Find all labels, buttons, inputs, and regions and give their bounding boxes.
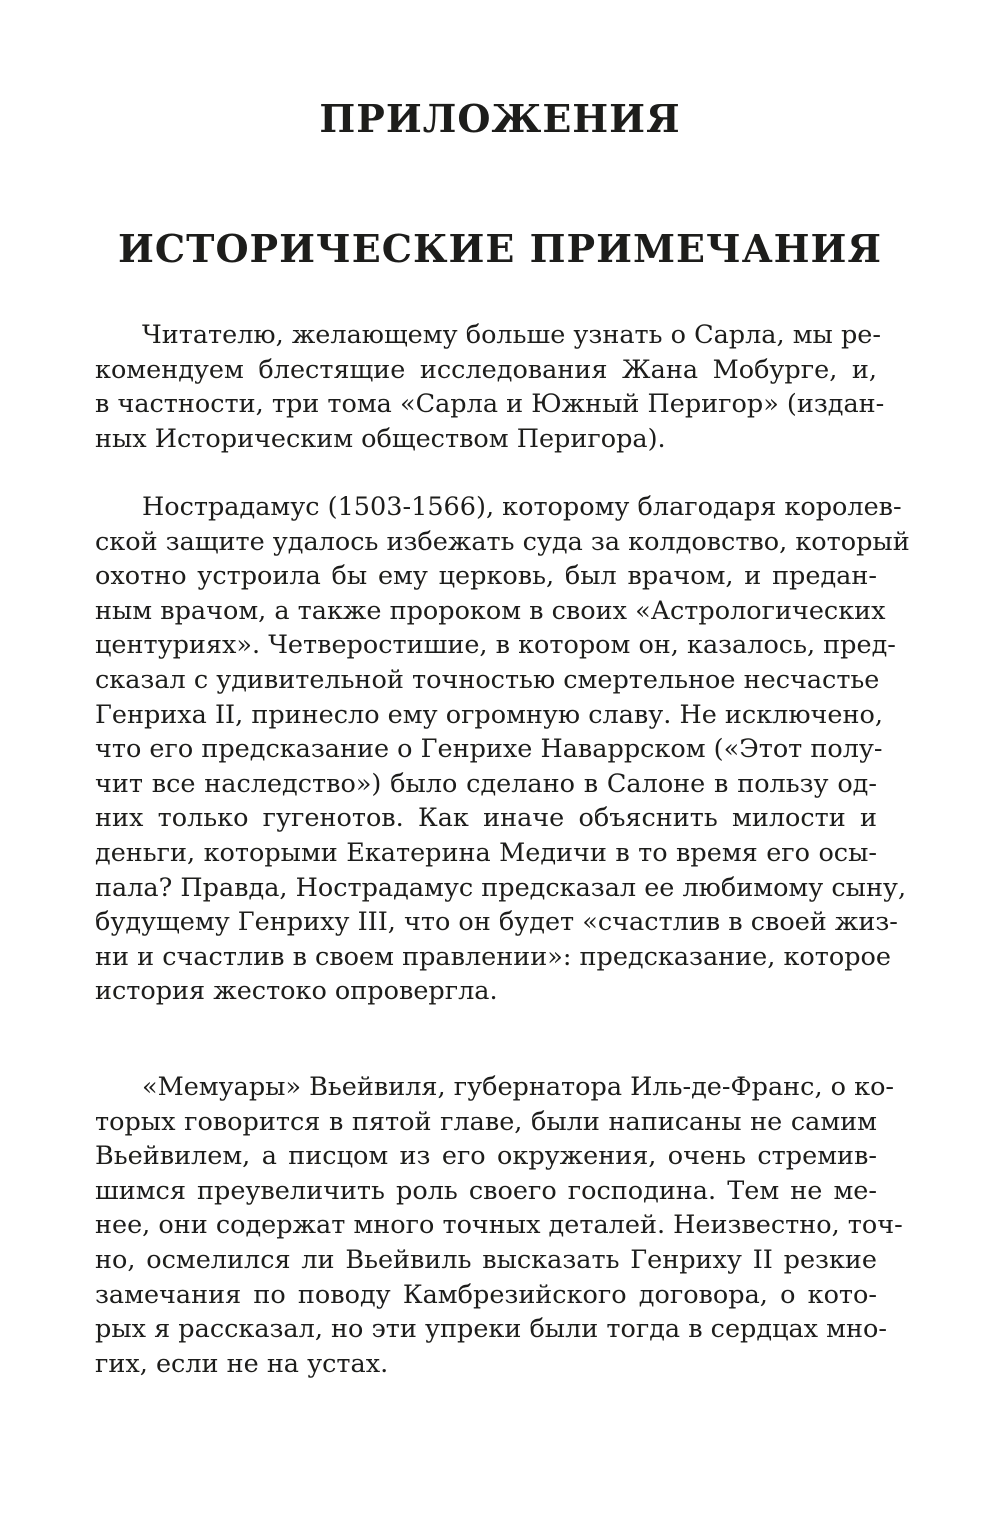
text-line: чит все наследство») было сделано в Салоне в пользу од- <box>95 768 877 799</box>
paragraph <box>95 318 885 456</box>
text-line: замечания по поводу Камбрезийского договора, о кото- <box>95 1279 877 1310</box>
text-line: охотно устроила бы ему церковь, был врачом, и предан- <box>95 561 877 592</box>
text-line: деньги, которыми Екатерина Медичи в то время его осы- <box>95 837 877 868</box>
text-line: будущему Генриху III, что он будет «счастлив в своей жиз- <box>95 907 898 938</box>
text-line: в частности, три тома «Сарла и Южный Перигор» (издан- <box>95 389 885 420</box>
text-line: шимся преувеличить роль своего господина. Тем не ме- <box>95 1175 877 1206</box>
text-line: Нострадамус (1503-1566), которому благодаря королев- <box>142 492 902 522</box>
paragraph <box>95 1070 903 1381</box>
text-line: рых я рассказал, но эти упреки были тогда в сердцах мно- <box>95 1314 887 1345</box>
historical-notes-heading: ИСТОРИЧЕСКИЕ ПРИМЕЧАНИЯ <box>118 226 882 271</box>
text-line: комендуем блестящие исследования Жана Мобурге, и, <box>95 354 877 385</box>
text-line: сказал с удивительной точностью смертельное несчастье <box>95 664 880 695</box>
text-line: пала? Правда, Нострадамус предсказал ее любимому сыну, <box>95 872 907 903</box>
text-line: ни и счастлив в своем правлении»: предсказание, которое <box>95 941 891 972</box>
text-line: нее, они содержат много точных деталей. Неизвестно, точ- <box>95 1210 903 1241</box>
text-line: торых говорится в пятой главе, были написаны не самим <box>95 1106 877 1137</box>
text-line: гих, если не на устах. <box>95 1348 389 1379</box>
text-line: Читателю, желающему больше узнать о Сарла, мы ре- <box>142 320 881 350</box>
appendix-heading: ПРИЛОЖЕНИЯ <box>319 96 681 141</box>
text-line: но, осмелился ли Вьейвиль высказать Генриху II резкие <box>95 1244 877 1275</box>
text-line: ской защите удалось избежать суда за колдовство, который <box>95 526 910 557</box>
text-line: «Мемуары» Вьейвиля, губернатора Иль-де-Франс, о ко- <box>142 1072 895 1102</box>
paragraph <box>95 490 910 1009</box>
text-line: ных Историческим обществом Перигора). <box>95 423 666 454</box>
text-line: Генриха II, принесло ему огромную славу. Не исключено, <box>95 699 883 730</box>
text-line: Вьейвилем, а писцом из его окружения, очень стремив- <box>95 1141 877 1172</box>
text-line: центуриях». Четверостишие, в котором он, казалось, пред- <box>95 630 896 661</box>
text-line: что его предсказание о Генрихе Наваррском («Этот полу- <box>95 734 883 765</box>
text-line: ным врачом, а также пророком в своих «Астрологических <box>95 595 886 626</box>
text-line: них только гугенотов. Как иначе объяснить милости и <box>95 803 877 834</box>
text-line: история жестоко опровергла. <box>95 976 498 1007</box>
